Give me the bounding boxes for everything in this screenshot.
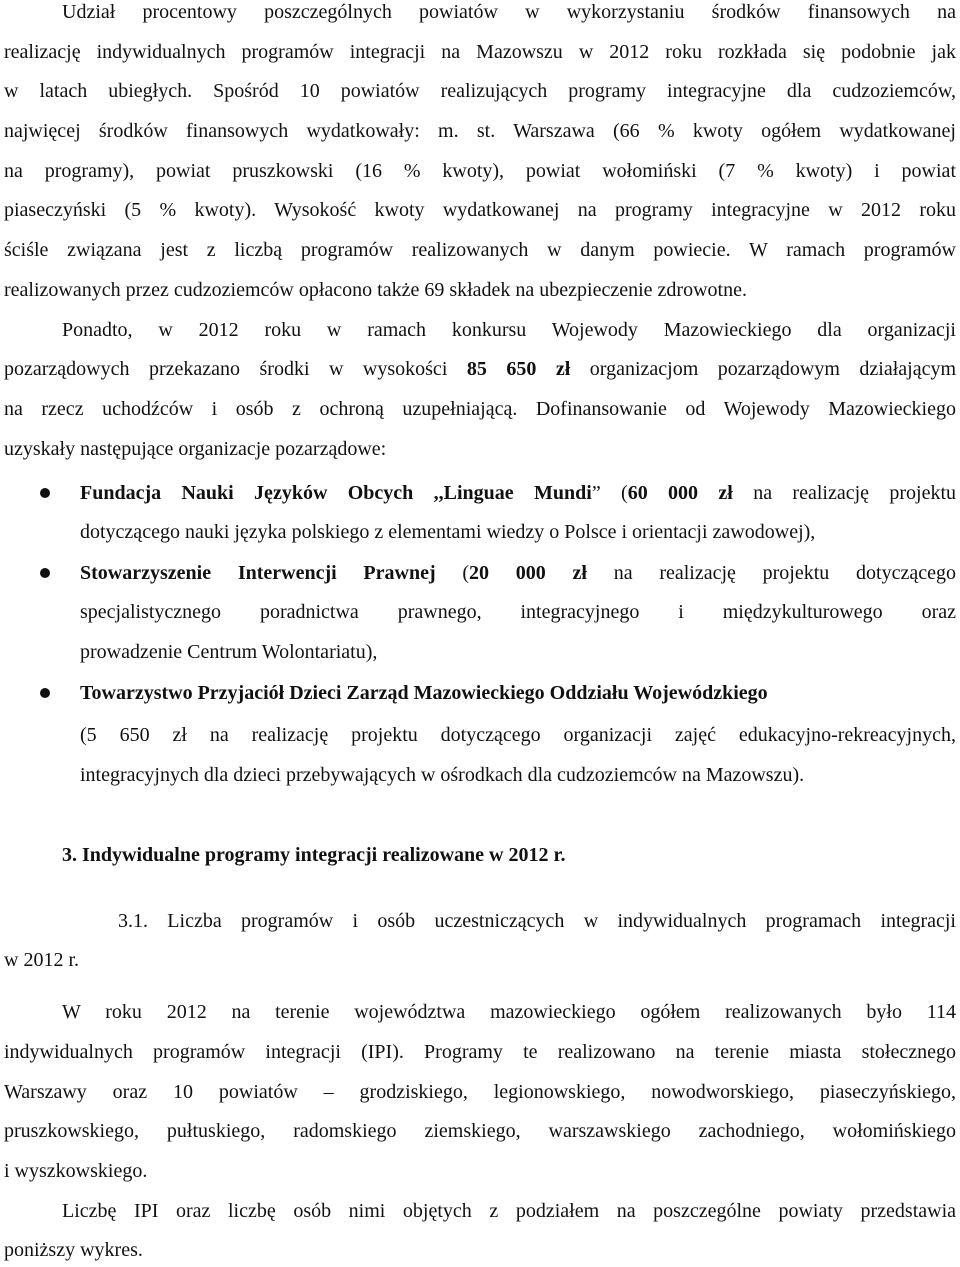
list-item-3-line-2: (5 650 zł na realizację projektu dotyczącego organizacji zajęć edukacyjno-rekreacyjnych,	[80, 724, 956, 746]
subsection-heading-line-1: 3.1. Liczba programów i osób uczestniczących w indywidualnych programach integracji	[118, 910, 956, 932]
list-item-1-line-1: Fundacja Nauki Języków Obcych ,,Linguae Mundi” (60 000 zł na realizację projektu	[80, 482, 957, 504]
list-bullet	[40, 688, 50, 698]
list-item-3-line-3: integracyjnych dla dzieci przebywających w ośrodkach dla cudzoziemców na Mazowszu).	[80, 764, 805, 786]
paragraph-2-line-4: uzyskały następujące organizacje pozarządowe:	[4, 438, 387, 460]
list-item-2-line-2: specjalistycznego poradnictwa prawnego, integracyjnego i międzykulturowego oraz	[80, 601, 956, 623]
paragraph-3-line-4: pruszkowskiego, pułtuskiego, radomskiego ziemskiego, warszawskiego zachodniego, wołomińskiego	[4, 1120, 956, 1142]
list-item-3-line-1: Towarzystwo Przyjaciół Dzieci Zarząd Mazowieckiego Oddziału Wojewódzkiego	[80, 682, 768, 704]
paragraph-3-line-2: indywidualnych programów integracji (IPI). Programy te realizowano na terenie miasta stołecznego	[4, 1041, 956, 1063]
paragraph-1-line-3: w latach ubiegłych. Spośród 10 powiatów realizujących programy integracyjne dla cudzoziemców,	[4, 80, 956, 102]
paragraph-1-line-2: realizację indywidualnych programów integracji na Mazowszu w 2012 roku rozkłada się podobnie jak	[4, 41, 956, 63]
list-bullet	[40, 488, 50, 498]
paragraph-3-line-5: i wyszkowskiego.	[4, 1160, 148, 1182]
paragraph-2-line-3: na rzecz uchodźców i osób z ochroną uzupełniającą. Dofinansowanie od Wojewody Mazowieckiego	[4, 398, 956, 420]
paragraph-2-line-1: Ponadto, w 2012 roku w ramach konkursu Wojewody Mazowieckiego dla organizacji	[62, 319, 956, 341]
list-item-1-line-2: dotyczącego nauki języka polskiego z elementami wiedzy o Polsce i orientacji zawodowej),	[80, 521, 816, 543]
paragraph-3-line-3: Warszawy oraz 10 powiatów – grodziskiego, legionowskiego, nowodworskiego, piaseczyńskiego,	[4, 1081, 956, 1103]
paragraph-1-line-8: realizowanych przez cudzoziemców opłacono także 69 składek na ubezpieczenie zdrowotne.	[4, 279, 747, 301]
list-bullet	[40, 568, 50, 578]
paragraph-1-line-7: ściśle związana jest z liczbą programów realizowanych w danym powiecie. W ramach programów	[4, 239, 956, 261]
list-item-2-line-1: Stowarzyszenie Interwencji Prawnej (20 000 zł na realizację projektu dotyczącego	[80, 562, 956, 584]
section-heading: 3. Indywidualne programy integracji realizowane w 2012 r.	[62, 844, 566, 866]
paragraph-1-line-4: najwięcej środków finansowych wydatkowały: m. st. Warszawa (66 % kwoty ogółem wydatkowanej	[4, 120, 956, 142]
paragraph-4-line-1: Liczbę IPI oraz liczbę osób nimi objętych z podziałem na poszczególne powiaty przedstawia	[62, 1200, 956, 1222]
paragraph-1-line-5: na programy), powiat pruszkowski (16 % kwoty), powiat wołomiński (7 % kwoty) i powiat	[4, 160, 956, 182]
subsection-heading-line-2: w 2012 r.	[4, 949, 79, 971]
list-item-2-line-3: prowadzenie Centrum Wolontariatu),	[80, 641, 378, 663]
paragraph-3-line-1: W roku 2012 na terenie województwa mazowieckiego ogółem realizowanych było 114	[62, 1001, 956, 1023]
paragraph-1-line-6: piaseczyński (5 % kwoty). Wysokość kwoty wydatkowanej na programy integracyjne w 2012 roku	[4, 199, 956, 221]
paragraph-2-line-2: pozarządowych przekazano środki w wysokości 85 650 zł organizacjom pozarządowym działającym	[4, 358, 956, 380]
paragraph-4-line-2: poniższy wykres.	[4, 1239, 143, 1261]
paragraph-1-line-1: Udział procentowy poszczególnych powiatów w wykorzystaniu środków finansowych na	[62, 1, 956, 23]
grant-total-amount: 85 650 zł	[466, 358, 571, 380]
